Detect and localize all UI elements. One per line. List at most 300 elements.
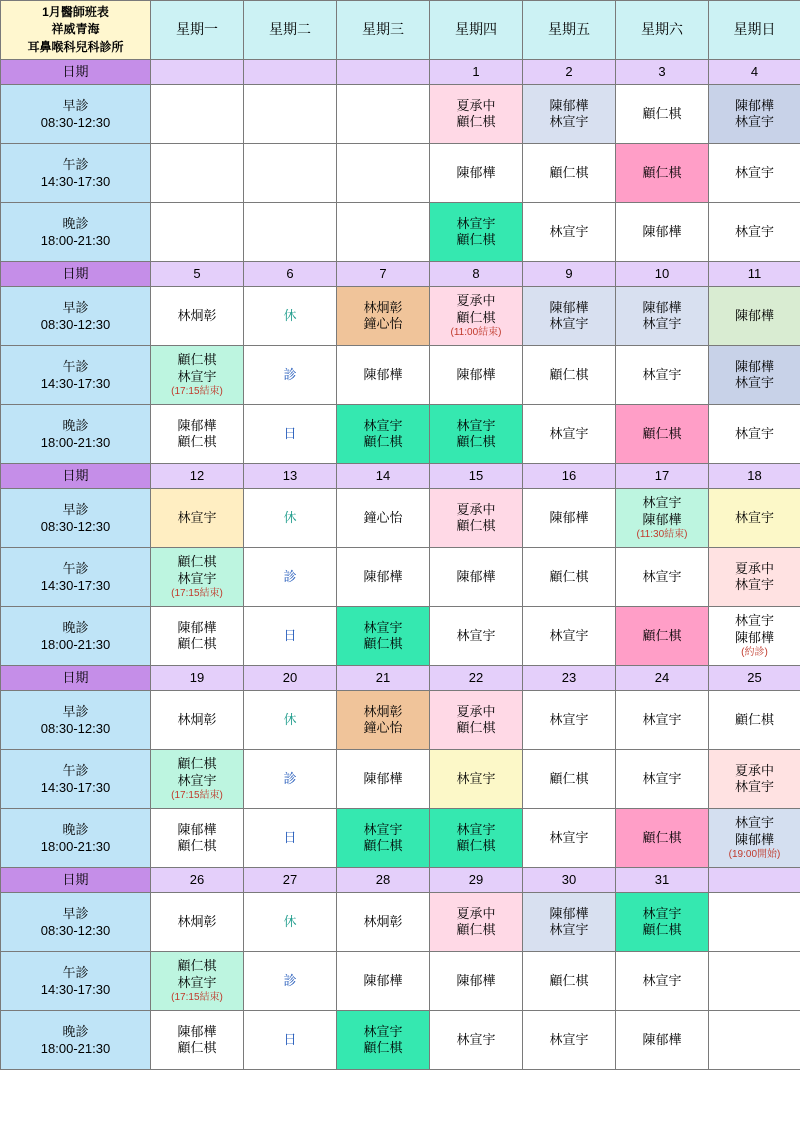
weekday-header-1: 星期一 bbox=[151, 1, 244, 60]
shift-cell[interactable] bbox=[244, 750, 337, 809]
shift-cell[interactable] bbox=[616, 203, 709, 262]
shift-cell[interactable] bbox=[151, 144, 244, 203]
date-row bbox=[1, 60, 800, 85]
shift-name: 午診 bbox=[62, 560, 89, 576]
doctor-name: 林炯彰 bbox=[363, 299, 403, 315]
shift-cell[interactable] bbox=[709, 85, 800, 144]
shift-cell[interactable] bbox=[523, 893, 616, 952]
doctor-name: 顧仁棋 bbox=[642, 165, 682, 181]
shift-label-afternoon bbox=[1, 750, 151, 809]
shift-cell[interactable] bbox=[523, 691, 616, 750]
shift-cell[interactable] bbox=[244, 607, 337, 666]
shift-row-evening bbox=[1, 203, 800, 262]
date-row-label: 日期 bbox=[1, 60, 151, 85]
shift-cell[interactable] bbox=[523, 346, 616, 405]
shift-cell[interactable] bbox=[244, 809, 337, 868]
doctor-name: 林宣宇 bbox=[549, 628, 589, 644]
doctor-name: 顧仁棋 bbox=[642, 628, 682, 644]
shift-cell[interactable] bbox=[523, 85, 616, 144]
shift-name: 早診 bbox=[62, 703, 89, 719]
shift-cell[interactable] bbox=[430, 85, 523, 144]
shift-note: (17:15結束) bbox=[171, 991, 223, 1003]
shift-label-evening bbox=[1, 203, 151, 262]
doctor-name: 顧仁棋 bbox=[363, 434, 403, 450]
weekday-header-2: 星期二 bbox=[244, 1, 337, 60]
shift-cell[interactable] bbox=[244, 952, 337, 1011]
shift-label-morning bbox=[1, 489, 151, 548]
shift-row-afternoon bbox=[1, 144, 800, 203]
shift-cell[interactable] bbox=[523, 203, 616, 262]
shift-cell[interactable] bbox=[616, 548, 709, 607]
doctor-name: 顧仁棋 bbox=[642, 830, 682, 846]
shift-cell[interactable] bbox=[709, 144, 800, 203]
weekday-header-5: 星期五 bbox=[523, 1, 616, 60]
shift-row-afternoon bbox=[1, 952, 800, 1011]
doctor-name: 休 bbox=[283, 914, 297, 930]
shift-cell[interactable] bbox=[244, 548, 337, 607]
doctor-name: 林宣宇 bbox=[734, 613, 774, 629]
date-number: 14 bbox=[337, 464, 430, 489]
shift-row-morning bbox=[1, 489, 800, 548]
shift-time: 08:30-12:30 bbox=[40, 519, 111, 535]
shift-cell[interactable] bbox=[430, 952, 523, 1011]
date-number bbox=[337, 60, 430, 85]
shift-cell[interactable] bbox=[709, 893, 800, 952]
doctor-name: 陳郁樺 bbox=[456, 367, 496, 383]
shift-cell[interactable] bbox=[430, 893, 523, 952]
doctor-name: 林宣宇 bbox=[734, 224, 774, 240]
doctor-name: 夏承中 bbox=[734, 560, 774, 576]
shift-cell[interactable] bbox=[430, 607, 523, 666]
doctor-name: 陳郁樺 bbox=[363, 973, 403, 989]
doctor-name: 陳郁樺 bbox=[642, 224, 682, 240]
shift-cell[interactable] bbox=[709, 346, 800, 405]
date-number: 6 bbox=[244, 262, 337, 287]
shift-label-morning bbox=[1, 287, 151, 346]
doctor-name: 林宣宇 bbox=[363, 821, 403, 837]
shift-cell[interactable] bbox=[151, 405, 244, 464]
doctor-name: 陳郁樺 bbox=[549, 905, 589, 921]
shift-cell[interactable] bbox=[523, 489, 616, 548]
shift-cell[interactable] bbox=[616, 691, 709, 750]
shift-cell[interactable] bbox=[337, 346, 430, 405]
shift-cell[interactable] bbox=[523, 287, 616, 346]
shift-cell[interactable] bbox=[151, 85, 244, 144]
shift-cell[interactable] bbox=[337, 893, 430, 952]
shift-row-evening bbox=[1, 809, 800, 868]
doctor-name: 顧仁棋 bbox=[456, 114, 496, 130]
shift-cell[interactable] bbox=[244, 405, 337, 464]
shift-time: 14:30-17:30 bbox=[40, 982, 111, 998]
shift-time: 14:30-17:30 bbox=[40, 780, 111, 796]
shift-cell[interactable] bbox=[337, 548, 430, 607]
doctor-name: 林宣宇 bbox=[734, 375, 774, 391]
doctor-name: 林宣宇 bbox=[549, 830, 589, 846]
date-number: 11 bbox=[709, 262, 800, 287]
shift-cell[interactable] bbox=[337, 85, 430, 144]
doctor-name: 診 bbox=[283, 367, 297, 383]
shift-cell[interactable] bbox=[337, 405, 430, 464]
shift-name: 晚診 bbox=[62, 1023, 89, 1039]
doctor-name: 日 bbox=[283, 830, 297, 846]
shift-cell[interactable] bbox=[616, 287, 709, 346]
doctor-name: 陳郁樺 bbox=[549, 299, 589, 315]
shift-label-evening bbox=[1, 809, 151, 868]
shift-row-evening bbox=[1, 607, 800, 666]
shift-cell[interactable] bbox=[430, 287, 523, 346]
doctor-name: 顧仁棋 bbox=[177, 636, 217, 652]
doctor-name: 顧仁棋 bbox=[642, 426, 682, 442]
shift-cell[interactable] bbox=[244, 489, 337, 548]
doctor-name: 夏承中 bbox=[734, 762, 774, 778]
date-number: 28 bbox=[337, 868, 430, 893]
doctor-name: 林宣宇 bbox=[177, 510, 217, 526]
doctor-name: 日 bbox=[283, 426, 297, 442]
shift-time: 08:30-12:30 bbox=[40, 721, 111, 737]
shift-name: 晚診 bbox=[62, 215, 89, 231]
shift-cell[interactable] bbox=[151, 1011, 244, 1070]
date-number: 3 bbox=[616, 60, 709, 85]
doctor-name: 顧仁棋 bbox=[177, 554, 217, 570]
weekday-header-6: 星期六 bbox=[616, 1, 709, 60]
clinic-title-line: 耳鼻喉科兒科診所 bbox=[27, 39, 124, 54]
date-number: 2 bbox=[523, 60, 616, 85]
doctor-name: 林宣宇 bbox=[549, 316, 589, 332]
doctor-name: 林炯彰 bbox=[177, 914, 217, 930]
doctor-name: 日 bbox=[283, 1032, 297, 1048]
date-row bbox=[1, 464, 800, 489]
shift-cell[interactable] bbox=[151, 893, 244, 952]
doctor-name: 林宣宇 bbox=[549, 426, 589, 442]
date-number: 29 bbox=[430, 868, 523, 893]
shift-cell[interactable] bbox=[430, 548, 523, 607]
shift-time: 08:30-12:30 bbox=[40, 923, 111, 939]
date-number: 16 bbox=[523, 464, 616, 489]
shift-row-morning bbox=[1, 893, 800, 952]
shift-cell[interactable] bbox=[709, 952, 800, 1011]
shift-cell[interactable] bbox=[430, 405, 523, 464]
shift-row-evening bbox=[1, 1011, 800, 1070]
date-number: 13 bbox=[244, 464, 337, 489]
shift-cell[interactable] bbox=[337, 691, 430, 750]
shift-cell[interactable] bbox=[616, 750, 709, 809]
shift-time: 18:00-21:30 bbox=[40, 839, 111, 855]
doctor-name: 顧仁棋 bbox=[549, 367, 589, 383]
shift-cell[interactable] bbox=[151, 691, 244, 750]
shift-label-afternoon bbox=[1, 346, 151, 405]
shift-cell[interactable] bbox=[244, 893, 337, 952]
shift-name: 早診 bbox=[62, 501, 89, 517]
shift-row-afternoon bbox=[1, 750, 800, 809]
doctor-name: 陳郁樺 bbox=[177, 821, 217, 837]
doctor-name: 日 bbox=[283, 628, 297, 644]
doctor-name: 林宣宇 bbox=[363, 417, 403, 433]
shift-cell[interactable] bbox=[709, 287, 800, 346]
doctor-name: 鐘心怡 bbox=[363, 510, 403, 526]
shift-cell[interactable] bbox=[616, 607, 709, 666]
doctor-name: 陳郁樺 bbox=[456, 165, 496, 181]
doctor-name: 顧仁棋 bbox=[549, 973, 589, 989]
doctor-name: 林宣宇 bbox=[642, 495, 682, 511]
shift-cell[interactable] bbox=[523, 1011, 616, 1070]
shift-note: (約診) bbox=[741, 646, 768, 658]
shift-cell[interactable] bbox=[709, 1011, 800, 1070]
shift-label-afternoon bbox=[1, 548, 151, 607]
doctor-name: 林宣宇 bbox=[549, 114, 589, 130]
shift-label-morning bbox=[1, 691, 151, 750]
doctor-name: 林宣宇 bbox=[642, 905, 682, 921]
shift-time: 08:30-12:30 bbox=[40, 317, 111, 333]
doctor-name: 陳郁樺 bbox=[456, 569, 496, 585]
date-number: 1 bbox=[430, 60, 523, 85]
doctor-name: 林宣宇 bbox=[642, 316, 682, 332]
shift-name: 午診 bbox=[62, 156, 89, 172]
shift-cell[interactable] bbox=[523, 405, 616, 464]
shift-cell[interactable] bbox=[709, 607, 800, 666]
doctor-name: 林宣宇 bbox=[456, 1032, 496, 1048]
header-row bbox=[1, 1, 800, 60]
shift-time: 18:00-21:30 bbox=[40, 435, 111, 451]
date-number: 19 bbox=[151, 666, 244, 691]
shift-cell[interactable] bbox=[430, 144, 523, 203]
date-number: 23 bbox=[523, 666, 616, 691]
shift-cell[interactable] bbox=[523, 548, 616, 607]
shift-cell[interactable] bbox=[523, 750, 616, 809]
shift-cell[interactable] bbox=[709, 750, 800, 809]
doctor-name: 林宣宇 bbox=[456, 771, 496, 787]
shift-time: 18:00-21:30 bbox=[40, 637, 111, 653]
doctor-name: 診 bbox=[283, 569, 297, 585]
shift-cell[interactable] bbox=[430, 203, 523, 262]
doctor-name: 林宣宇 bbox=[642, 569, 682, 585]
doctor-name: 林宣宇 bbox=[734, 779, 774, 795]
shift-note: (19:00開始) bbox=[728, 848, 781, 860]
shift-cell[interactable] bbox=[244, 1011, 337, 1070]
date-row-label: 日期 bbox=[1, 464, 151, 489]
doctor-name: 陳郁樺 bbox=[734, 97, 774, 113]
shift-name: 晚診 bbox=[62, 619, 89, 635]
shift-row-evening bbox=[1, 405, 800, 464]
doctor-name: 顧仁棋 bbox=[177, 838, 217, 854]
doctor-name: 林炯彰 bbox=[363, 914, 403, 930]
doctor-name: 顧仁棋 bbox=[177, 958, 217, 974]
shift-time: 14:30-17:30 bbox=[40, 174, 111, 190]
doctor-name: 夏承中 bbox=[456, 905, 496, 921]
doctor-name: 陳郁樺 bbox=[177, 619, 217, 635]
date-number: 15 bbox=[430, 464, 523, 489]
shift-name: 晚診 bbox=[62, 821, 89, 837]
doctor-name: 顧仁棋 bbox=[456, 518, 496, 534]
shift-note: (11:00結束) bbox=[450, 326, 502, 338]
doctor-name: 林宣宇 bbox=[642, 771, 682, 787]
doctor-name: 夏承中 bbox=[456, 293, 496, 309]
shift-row-morning bbox=[1, 691, 800, 750]
doctor-name: 林宣宇 bbox=[363, 619, 403, 635]
doctor-name: 林炯彰 bbox=[363, 703, 403, 719]
shift-cell[interactable] bbox=[337, 144, 430, 203]
date-number: 30 bbox=[523, 868, 616, 893]
date-number: 26 bbox=[151, 868, 244, 893]
shift-cell[interactable] bbox=[244, 144, 337, 203]
doctor-name: 夏承中 bbox=[456, 703, 496, 719]
shift-cell[interactable] bbox=[616, 1011, 709, 1070]
date-number: 7 bbox=[337, 262, 430, 287]
doctor-name: 林炯彰 bbox=[177, 712, 217, 728]
doctor-name: 診 bbox=[283, 771, 297, 787]
shift-cell[interactable] bbox=[430, 1011, 523, 1070]
shift-cell[interactable] bbox=[523, 144, 616, 203]
shift-cell[interactable] bbox=[616, 809, 709, 868]
doctor-name: 顧仁棋 bbox=[456, 720, 496, 736]
shift-label-evening bbox=[1, 405, 151, 464]
shift-cell[interactable] bbox=[523, 607, 616, 666]
shift-cell[interactable] bbox=[430, 691, 523, 750]
doctor-name: 林宣宇 bbox=[177, 974, 217, 990]
weekday-header-3: 星期三 bbox=[337, 1, 430, 60]
shift-cell[interactable] bbox=[151, 548, 244, 607]
shift-row-morning bbox=[1, 85, 800, 144]
date-number: 27 bbox=[244, 868, 337, 893]
doctor-name: 夏承中 bbox=[456, 97, 496, 113]
date-number: 12 bbox=[151, 464, 244, 489]
shift-cell[interactable] bbox=[151, 203, 244, 262]
shift-cell[interactable] bbox=[523, 952, 616, 1011]
shift-cell[interactable] bbox=[337, 952, 430, 1011]
doctor-name: 鐘心怡 bbox=[363, 316, 403, 332]
doctor-name: 林宣宇 bbox=[734, 815, 774, 831]
date-number: 25 bbox=[709, 666, 800, 691]
shift-cell[interactable] bbox=[430, 489, 523, 548]
doctor-name: 林宣宇 bbox=[177, 570, 217, 586]
shift-cell[interactable] bbox=[709, 691, 800, 750]
doctor-name: 顧仁棋 bbox=[177, 434, 217, 450]
date-number: 8 bbox=[430, 262, 523, 287]
shift-cell[interactable] bbox=[151, 750, 244, 809]
shift-note: (11:30結束) bbox=[636, 528, 688, 540]
shift-row-morning bbox=[1, 287, 800, 346]
doctor-name: 顧仁棋 bbox=[456, 922, 496, 938]
shift-cell[interactable] bbox=[616, 85, 709, 144]
shift-note: (17:15結束) bbox=[171, 789, 223, 801]
shift-cell[interactable] bbox=[337, 1011, 430, 1070]
shift-cell[interactable] bbox=[709, 489, 800, 548]
doctor-name: 林宣宇 bbox=[456, 628, 496, 644]
shift-cell[interactable] bbox=[337, 489, 430, 548]
shift-cell[interactable] bbox=[151, 346, 244, 405]
shift-note: (17:15結束) bbox=[171, 587, 223, 599]
shift-row-afternoon bbox=[1, 346, 800, 405]
doctor-name: 林宣宇 bbox=[177, 772, 217, 788]
shift-time: 14:30-17:30 bbox=[40, 376, 111, 392]
shift-cell[interactable] bbox=[430, 750, 523, 809]
shift-time: 14:30-17:30 bbox=[40, 578, 111, 594]
doctor-name: 夏承中 bbox=[456, 501, 496, 517]
shift-row-afternoon bbox=[1, 548, 800, 607]
date-number: 31 bbox=[616, 868, 709, 893]
shift-cell[interactable] bbox=[337, 607, 430, 666]
shift-cell[interactable] bbox=[616, 489, 709, 548]
shift-cell[interactable] bbox=[523, 809, 616, 868]
shift-label-afternoon bbox=[1, 952, 151, 1011]
doctor-name: 陳郁樺 bbox=[549, 510, 589, 526]
doctor-name: 林宣宇 bbox=[549, 1032, 589, 1048]
doctor-name: 顧仁棋 bbox=[177, 1040, 217, 1056]
doctor-name: 林宣宇 bbox=[363, 1023, 403, 1039]
shift-cell[interactable] bbox=[337, 809, 430, 868]
doctor-name: 林宣宇 bbox=[642, 973, 682, 989]
shift-cell[interactable] bbox=[709, 548, 800, 607]
shift-cell[interactable] bbox=[337, 203, 430, 262]
shift-cell[interactable] bbox=[616, 893, 709, 952]
clinic-title-line: 1月醫師班表 bbox=[42, 5, 109, 19]
shift-cell[interactable] bbox=[151, 952, 244, 1011]
shift-cell[interactable] bbox=[151, 607, 244, 666]
shift-cell[interactable] bbox=[244, 287, 337, 346]
shift-cell[interactable] bbox=[709, 809, 800, 868]
shift-cell[interactable] bbox=[430, 809, 523, 868]
shift-label-evening bbox=[1, 607, 151, 666]
shift-cell[interactable] bbox=[616, 952, 709, 1011]
doctor-name: 顧仁棋 bbox=[734, 712, 774, 728]
shift-cell[interactable] bbox=[337, 750, 430, 809]
shift-cell[interactable] bbox=[616, 405, 709, 464]
doctor-name: 林宣宇 bbox=[177, 368, 217, 384]
doctor-name: 顧仁棋 bbox=[456, 232, 496, 248]
doctor-name: 顧仁棋 bbox=[177, 352, 217, 368]
shift-cell[interactable] bbox=[430, 346, 523, 405]
doctor-name: 顧仁棋 bbox=[456, 838, 496, 854]
shift-cell[interactable] bbox=[151, 287, 244, 346]
doctor-name: 陳郁樺 bbox=[642, 299, 682, 315]
doctor-name: 顧仁棋 bbox=[456, 434, 496, 450]
date-number: 22 bbox=[430, 666, 523, 691]
shift-cell[interactable] bbox=[709, 405, 800, 464]
doctor-name: 陳郁樺 bbox=[549, 97, 589, 113]
date-number: 4 bbox=[709, 60, 800, 85]
clinic-title bbox=[1, 1, 151, 60]
doctor-name: 顧仁棋 bbox=[363, 1040, 403, 1056]
shift-cell[interactable] bbox=[244, 203, 337, 262]
shift-cell[interactable] bbox=[244, 346, 337, 405]
doctor-name: 林宣宇 bbox=[456, 821, 496, 837]
shift-cell[interactable] bbox=[244, 691, 337, 750]
weekday-header-4: 星期四 bbox=[430, 1, 523, 60]
date-row bbox=[1, 666, 800, 691]
doctor-name: 陳郁樺 bbox=[642, 1032, 682, 1048]
shift-cell[interactable] bbox=[616, 144, 709, 203]
shift-cell[interactable] bbox=[151, 809, 244, 868]
doctor-name: 顧仁棋 bbox=[363, 838, 403, 854]
doctor-name: 休 bbox=[283, 510, 297, 526]
shift-cell[interactable] bbox=[244, 85, 337, 144]
shift-cell[interactable] bbox=[709, 203, 800, 262]
doctor-name: 林宣宇 bbox=[456, 417, 496, 433]
shift-cell[interactable] bbox=[337, 287, 430, 346]
shift-label-afternoon bbox=[1, 144, 151, 203]
shift-label-morning bbox=[1, 85, 151, 144]
doctor-name: 顧仁棋 bbox=[456, 309, 496, 325]
shift-cell[interactable] bbox=[151, 489, 244, 548]
shift-note: (17:15結束) bbox=[171, 385, 223, 397]
date-row-label: 日期 bbox=[1, 666, 151, 691]
doctor-name: 顧仁棋 bbox=[549, 165, 589, 181]
date-number bbox=[709, 868, 800, 893]
date-number bbox=[151, 60, 244, 85]
shift-cell[interactable] bbox=[616, 346, 709, 405]
doctor-name: 林宣宇 bbox=[549, 224, 589, 240]
doctor-name: 林宣宇 bbox=[734, 510, 774, 526]
doctor-name: 林宣宇 bbox=[642, 712, 682, 728]
